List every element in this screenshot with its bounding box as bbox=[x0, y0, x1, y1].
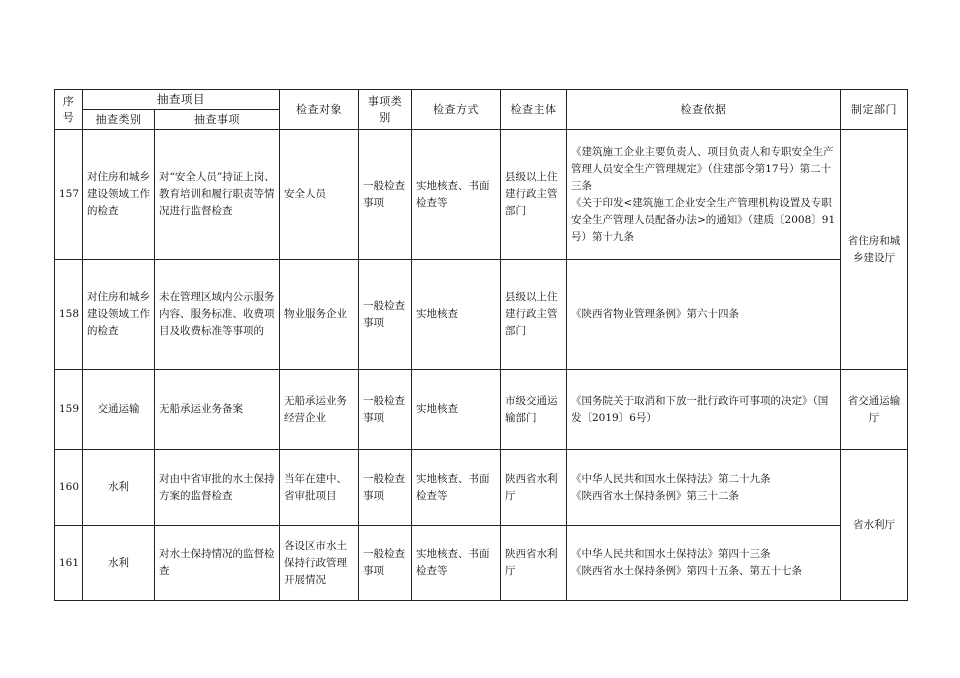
header-row-1 bbox=[55, 90, 908, 110]
header-matter: 抽查事项 bbox=[155, 110, 280, 130]
cell-matter: 未在管理区域内公示服务内容、服务标准、收费项目及收费标准等事项的 bbox=[155, 260, 280, 370]
cell-category: 水利 bbox=[83, 526, 155, 601]
cell-department: 省水利厅 bbox=[841, 450, 908, 601]
cell-object: 物业服务企业 bbox=[280, 260, 359, 370]
cell-basis bbox=[567, 526, 841, 601]
cell-matter: 对水土保持情况的监督检查 bbox=[155, 526, 280, 601]
header-object: 检查对象 bbox=[280, 90, 359, 130]
header-subject: 检查主体 bbox=[501, 90, 567, 130]
cell-matter: 对由中省审批的水土保持方案的监督检查 bbox=[155, 450, 280, 526]
table-row bbox=[55, 370, 908, 450]
header-method: 检查方式 bbox=[412, 90, 501, 130]
table-row bbox=[55, 526, 908, 601]
cell-subject: 陕西省水利厅 bbox=[501, 526, 567, 601]
cell-basis bbox=[567, 260, 841, 370]
cell-matter-type: 一般检查事项 bbox=[359, 526, 412, 601]
cell-seq: 159 bbox=[55, 370, 83, 450]
cell-category: 对住房和城乡建设领域工作的检查 bbox=[83, 260, 155, 370]
cell-method: 实地核查、书面检查等 bbox=[412, 450, 501, 526]
basis-line: 《陕西省水土保持条例》第三十二条 bbox=[571, 489, 739, 502]
header-category: 抽查类别 bbox=[83, 110, 155, 130]
cell-basis bbox=[567, 450, 841, 526]
cell-seq: 157 bbox=[55, 130, 83, 260]
cell-category: 对住房和城乡建设领域工作的检查 bbox=[83, 130, 155, 260]
inspection-table bbox=[54, 89, 908, 601]
cell-department: 省交通运输厅 bbox=[841, 370, 908, 450]
basis-line: 《中华人民共和国水土保持法》第四十三条 bbox=[571, 548, 771, 560]
cell-matter-type: 一般检查事项 bbox=[359, 260, 412, 370]
cell-matter-type: 一般检查事项 bbox=[359, 130, 412, 260]
cell-subject: 县级以上住建行政主管部门 bbox=[501, 130, 567, 260]
cell-subject: 市级交通运输部门 bbox=[501, 370, 567, 450]
cell-matter: 无船承运业务备案 bbox=[155, 370, 280, 450]
header-department: 制定部门 bbox=[841, 90, 908, 130]
table-row bbox=[55, 450, 908, 526]
cell-seq: 158 bbox=[55, 260, 83, 370]
cell-subject: 县级以上住建行政主管部门 bbox=[501, 260, 567, 370]
cell-method: 实地核查、书面检查等 bbox=[412, 130, 501, 260]
header-seq: 序号 bbox=[55, 90, 83, 130]
cell-matter-type: 一般检查事项 bbox=[359, 450, 412, 526]
basis-line: 《陕西省水土保持条例》第四十五条、第五十七条 bbox=[571, 565, 802, 577]
cell-matter: 对“安全人员”持证上岗、教育培训和履行职责等情况进行监督检查 bbox=[155, 130, 280, 260]
basis-line: 《关于印发<建筑施工企业安全生产管理机构设置及专职安全生产管理人员配备办法>的通知》（建质〔2008〕91号）第十九条 bbox=[571, 196, 836, 243]
cell-department: 省住房和城乡建设厅 bbox=[841, 130, 908, 370]
cell-seq: 161 bbox=[55, 526, 83, 601]
cell-object: 安全人员 bbox=[280, 130, 359, 260]
header-matter-type: 事项类别 bbox=[359, 90, 412, 130]
header-item-group: 抽查项目 bbox=[83, 90, 280, 110]
cell-object: 各设区市水土保持行政管理开展情况 bbox=[280, 526, 359, 601]
header-basis: 检查依据 bbox=[567, 90, 841, 130]
basis-line: 《国务院关于取消和下放一批行政许可事项的决定》（国发〔2019〕6号） bbox=[571, 394, 829, 424]
cell-method: 实地核查 bbox=[412, 260, 501, 370]
cell-basis bbox=[567, 370, 841, 450]
basis-line: 《中华人民共和国水土保持法》第二十九条 bbox=[571, 472, 771, 485]
cell-seq: 160 bbox=[55, 450, 83, 526]
cell-subject: 陕西省水利厅 bbox=[501, 450, 567, 526]
cell-object: 当年在建中、省审批项目 bbox=[280, 450, 359, 526]
cell-basis bbox=[567, 130, 841, 260]
cell-object: 无船承运业务经营企业 bbox=[280, 370, 359, 450]
basis-line: 《陕西省物业管理条例》第六十四条 bbox=[571, 308, 739, 320]
cell-matter-type: 一般检查事项 bbox=[359, 370, 412, 450]
table-row bbox=[55, 260, 908, 370]
cell-method: 实地核查 bbox=[412, 370, 501, 450]
cell-category: 水利 bbox=[83, 450, 155, 526]
cell-method: 实地核查、书面检查等 bbox=[412, 526, 501, 601]
basis-line: 《建筑施工企业主要负责人、项目负责人和专职安全生产管理人员安全生产管理规定》（住建部令第17号）第二十三条 bbox=[571, 145, 834, 192]
table-row bbox=[55, 130, 908, 260]
cell-category: 交通运输 bbox=[83, 370, 155, 450]
